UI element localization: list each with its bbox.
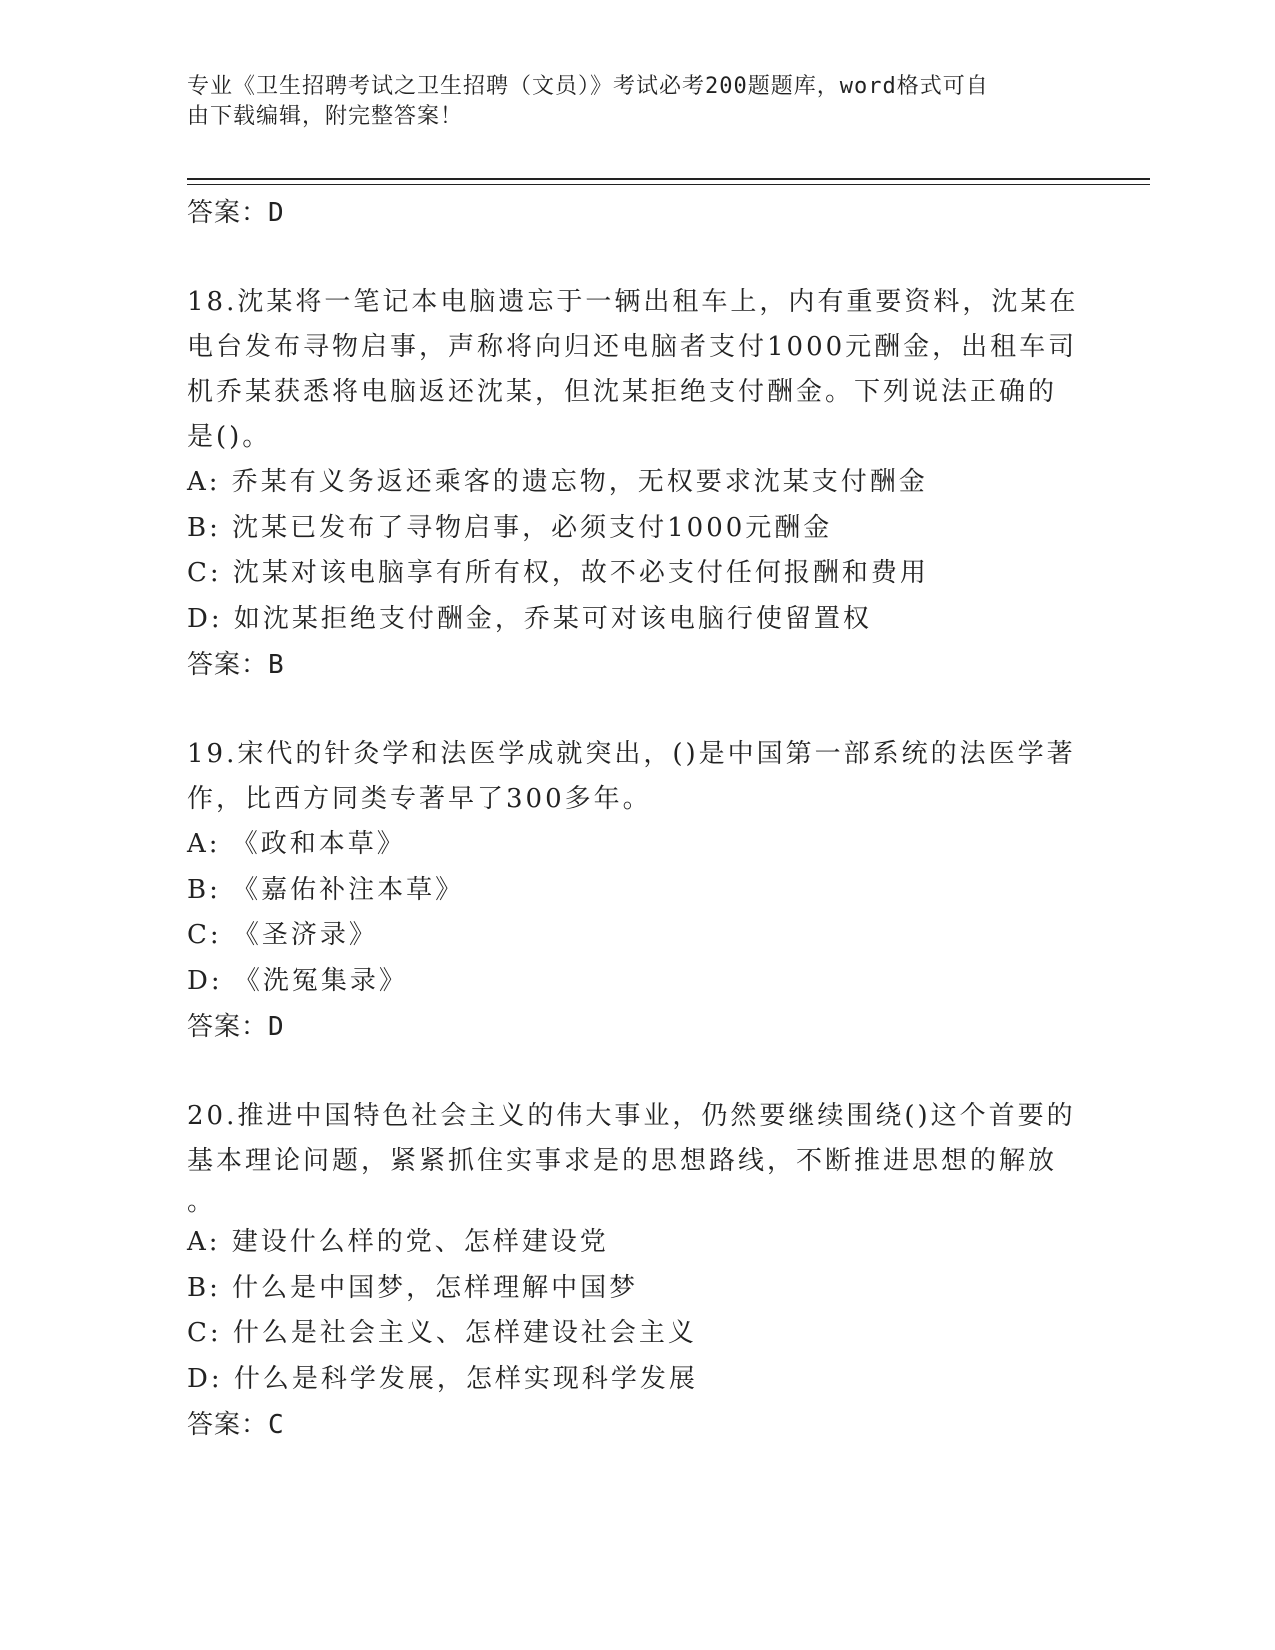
- question-list: [187, 190, 1087, 1448]
- question-18-option-c: C: 沈某对该电脑享有所有权，故不必支付任何报酬和费用: [187, 558, 929, 588]
- answer-label: 答案：: [187, 1012, 269, 1042]
- answer-label: 答案：: [187, 198, 269, 228]
- question-19: [187, 732, 1087, 1050]
- question-19-answer: [187, 1004, 1087, 1050]
- header-line-1: 专业《卫生招聘考试之卫生招聘（文员）》考试必考200题题库，word格式可自: [187, 74, 989, 99]
- answer-value: D: [268, 198, 285, 228]
- question-19-option-d: D: 《洗冤集录》: [187, 965, 408, 996]
- question-18-stem-line: 电台发布寻物启事，声称将向归还电脑者支付1000元酬金，出租车司: [187, 332, 1078, 362]
- question-18-answer: [187, 642, 1087, 688]
- question-20-option-a: A: 建设什么样的党、怎样建设党: [187, 1227, 609, 1257]
- header-line-2: 由下载编辑，附完整答案！: [187, 104, 464, 129]
- answer-value: C: [268, 1410, 285, 1440]
- answer-label: 答案：: [187, 650, 269, 680]
- question-19-option-a: A: 《政和本草》: [187, 829, 406, 859]
- answer-value: B: [268, 650, 285, 680]
- question-20-option-b: B: 什么是中国梦，怎样理解中国梦: [187, 1272, 639, 1303]
- header-rule-thin: [187, 184, 1150, 185]
- answer-label: 答案：: [187, 1410, 269, 1440]
- question-18-option-b: B: 沈某已发布了寻物启事，必须支付1000元酬金: [187, 512, 833, 543]
- question-18-option-a: A: 乔某有义务返还乘客的遗忘物，无权要求沈某支付酬金: [187, 467, 928, 497]
- question-20-stem-line: 基本理论问题，紧紧抓住实事求是的思想路线，不断推进思想的解放: [187, 1146, 1058, 1176]
- question-19-stem-line: 作，比西方同类专著早了300多年。: [187, 784, 652, 814]
- question-18-option-d: D: 如沈某拒绝支付酬金，乔某可对该电脑行使留置权: [187, 603, 872, 634]
- question-19-option-b: B: 《嘉佑补注本草》: [187, 874, 465, 905]
- answer-value: D: [268, 1012, 285, 1042]
- document-header: [187, 72, 1067, 132]
- question-19-option-c: C: 《圣济录》: [187, 920, 378, 950]
- question-20-option-c: C: 什么是社会主义、怎样建设社会主义: [187, 1318, 697, 1348]
- question-18-stem-line: 18.沈某将一笔记本电脑遗忘于一辆出租车上，内有重要资料，沈某在: [187, 287, 1079, 317]
- question-18: [187, 280, 1087, 688]
- question-20: [187, 1094, 1087, 1448]
- question-20-stem-line: 20.推进中国特色社会主义的伟大事业，仍然要继续围绕()这个首要的: [187, 1101, 1076, 1131]
- question-18-stem-line: 是()。: [187, 422, 272, 452]
- question-20-option-d: D: 什么是科学发展，怎样实现科学发展: [187, 1363, 698, 1394]
- question-18-stem-line: 机乔某获悉将电脑返还沈某，但沈某拒绝支付酬金。下列说法正确的: [187, 377, 1058, 407]
- question-20-stem-line: 。: [187, 1187, 217, 1217]
- question-19-stem-line: 19.宋代的针灸学和法医学成就突出，()是中国第一部系统的法医学著: [187, 739, 1076, 769]
- header-rule-thick: [187, 178, 1150, 180]
- previous-answer: [187, 190, 1087, 236]
- question-20-answer: [187, 1402, 1087, 1448]
